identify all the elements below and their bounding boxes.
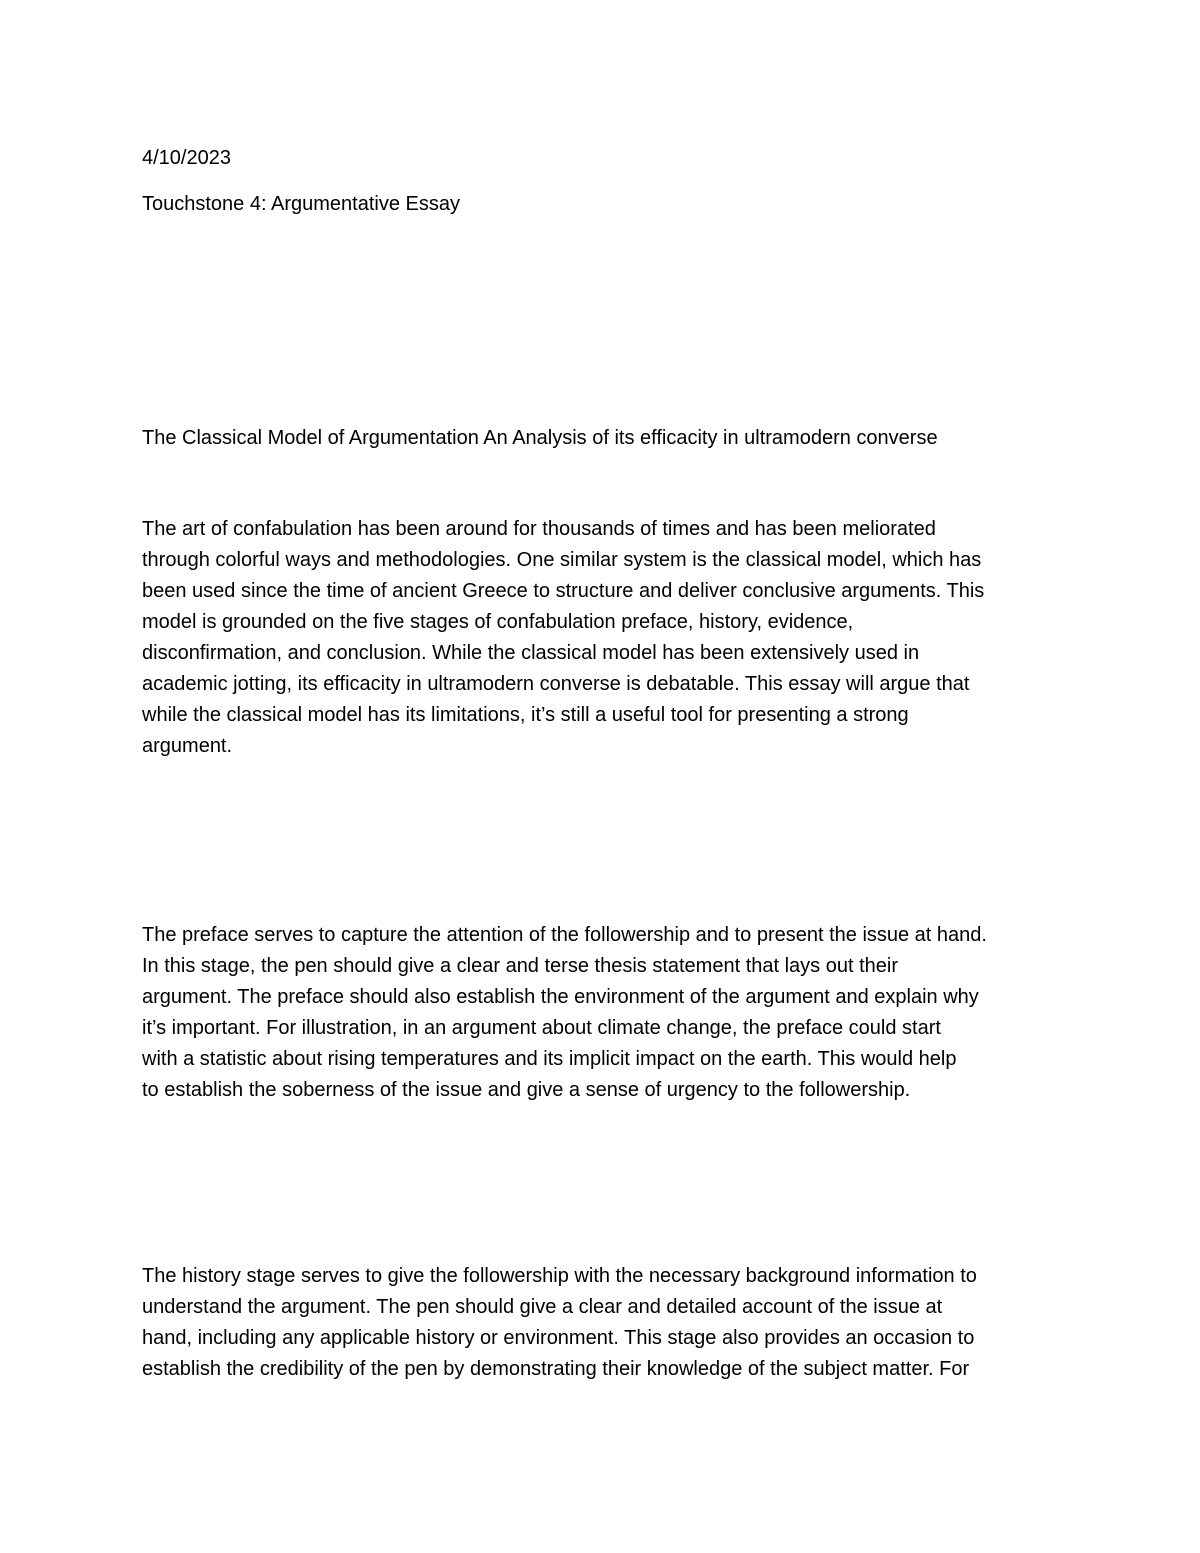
paragraph-line: been used since the time of ancient Greece to structure and deliver conclusive arguments. This — [142, 580, 985, 602]
paragraph-line: understand the argument. The pen should give a clear and detailed account of the issue at — [142, 1296, 943, 1318]
paragraph-line: hand, including any applicable history or environment. This stage also provides an occasion to — [142, 1327, 975, 1349]
assignment-title: Touchstone 4: Argumentative Essay — [142, 193, 460, 215]
paragraph-line: it’s important. For illustration, in an argument about climate change, the preface could start — [142, 1017, 941, 1039]
paragraph-line: The preface serves to capture the attention of the followership and to present the issue at hand. — [142, 924, 987, 946]
paragraph-introduction — [142, 514, 1072, 762]
paragraph-line: establish the credibility of the pen by demonstrating their knowledge of the subject matter. For — [142, 1358, 970, 1380]
document-date: 4/10/2023 — [142, 147, 231, 169]
paragraph-line: disconfirmation, and conclusion. While the classical model has been extensively used in — [142, 642, 920, 664]
paragraph-line: academic jotting, its efficacity in ultramodern converse is debatable. This essay will argue that — [142, 673, 970, 695]
paragraph-line: through colorful ways and methodologies. One similar system is the classical model, which has — [142, 549, 982, 571]
paragraph-line: argument. — [142, 735, 233, 757]
paragraph-line: while the classical model has its limitations, it’s still a useful tool for presenting a strong — [142, 704, 909, 726]
essay-title: The Classical Model of Argumentation An Analysis of its efficacity in ultramodern converse — [142, 427, 938, 449]
paragraph-preface — [142, 920, 1072, 1106]
paragraph-line: with a statistic about rising temperatures and its implicit impact on the earth. This would help — [142, 1048, 957, 1070]
paragraph-line: In this stage, the pen should give a clear and terse thesis statement that lays out their — [142, 955, 898, 977]
paragraph-line: The history stage serves to give the followership with the necessary background information to — [142, 1265, 977, 1287]
paragraph-line: to establish the soberness of the issue and give a sense of urgency to the followership. — [142, 1079, 911, 1101]
paragraph-line: model is grounded on the five stages of confabulation preface, history, evidence, — [142, 611, 854, 633]
paragraph-line: The art of confabulation has been around for thousands of times and has been meliorated — [142, 518, 936, 540]
paragraph-history — [142, 1261, 1072, 1385]
paragraph-line: argument. The preface should also establish the environment of the argument and explain why — [142, 986, 979, 1008]
